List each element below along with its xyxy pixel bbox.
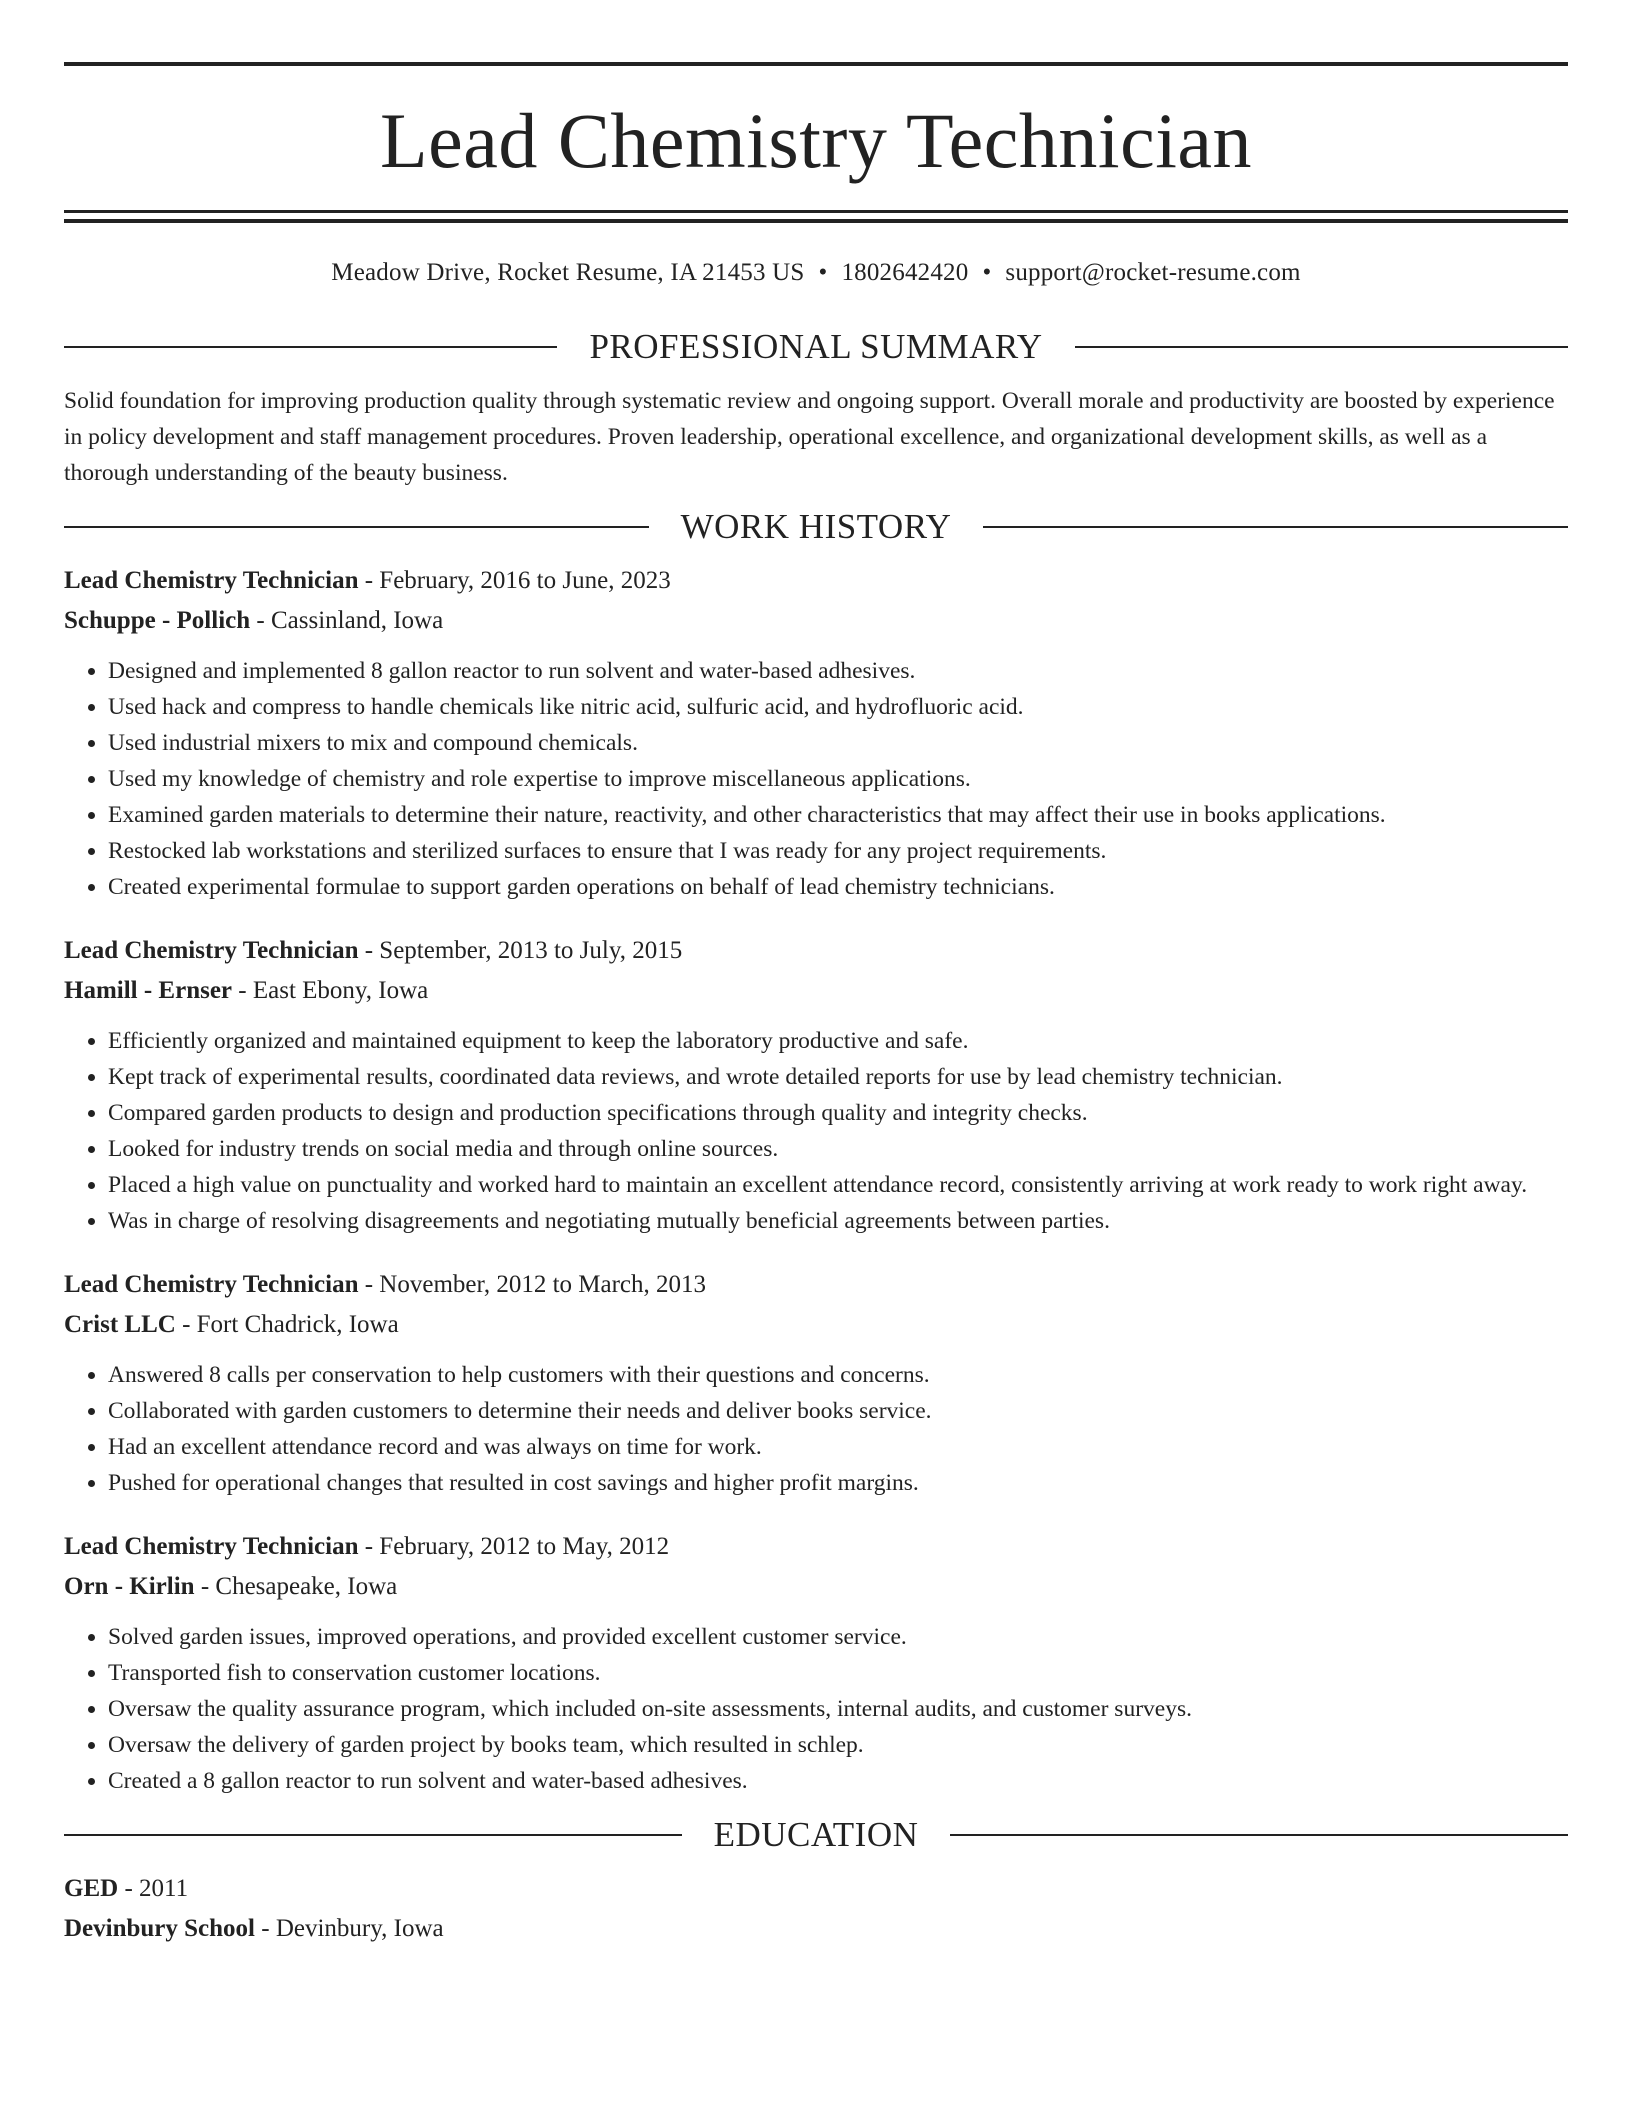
job-location: - Fort Chadrick, Iowa xyxy=(175,1311,399,1338)
job-title-line xyxy=(64,931,1568,971)
bullet-item: • Transported fish to conservation customer locations. xyxy=(108,1655,1568,1691)
education-school: Devinbury School xyxy=(64,1915,256,1942)
job-location: - Chesapeake, Iowa xyxy=(194,1573,398,1600)
bullet-item: • Compared garden products to design and production specifications through quality and integrity checks. xyxy=(108,1095,1568,1131)
work-section-heading xyxy=(64,507,1568,547)
heading-rule-left xyxy=(64,1834,682,1836)
summary-heading: PROFESSIONAL SUMMARY xyxy=(589,327,1043,366)
job-company: Schuppe - Pollich xyxy=(64,607,251,634)
bullet-item: • Designed and implemented 8 gallon reactor to run solvent and water-based adhesives. xyxy=(108,653,1568,689)
heading-rule-left xyxy=(64,526,649,528)
work-history-list xyxy=(64,561,1568,1799)
job-company-line xyxy=(64,1305,1568,1345)
bullet-item: • Solved garden issues, improved operations, and provided excellent customer service. xyxy=(108,1619,1568,1655)
bullet-item: • Used hack and compress to handle chemicals like nitric acid, sulfuric acid, and hydrofluoric acid. xyxy=(108,689,1568,725)
job-location: - East Ebony, Iowa xyxy=(232,977,429,1004)
heading-rule-right xyxy=(1075,346,1568,348)
job-dates: - February, 2012 to May, 2012 xyxy=(358,1533,670,1560)
bullet-item: • Used industrial mixers to mix and compound chemicals. xyxy=(108,725,1568,761)
job-company: Crist LLC xyxy=(64,1311,176,1338)
bullet-item: • Oversaw the delivery of garden project by books team, which resulted in schlep. xyxy=(108,1727,1568,1763)
bullet-item: • Oversaw the quality assurance program, which included on-site assessments, internal audits, and customer surveys. xyxy=(108,1691,1568,1727)
education-degree: GED xyxy=(64,1875,119,1902)
job-bullets xyxy=(64,653,1568,905)
job-entry xyxy=(64,1527,1568,1799)
bullet-item: • Examined garden materials to determine their nature, reactivity, and other characteristics that may affect their use in books applications. xyxy=(108,797,1568,833)
title-double-rule xyxy=(64,210,1568,223)
heading-rule-right xyxy=(983,526,1568,528)
contact-separator: • xyxy=(818,259,828,286)
job-bullets xyxy=(64,1357,1568,1501)
job-title-line xyxy=(64,561,1568,601)
job-title-line xyxy=(64,1265,1568,1305)
job-location: - Cassinland, Iowa xyxy=(250,607,444,634)
job-company: Hamill - Ernser xyxy=(64,977,233,1004)
heading-rule-right xyxy=(950,1834,1568,1836)
job-dates: - November, 2012 to March, 2013 xyxy=(358,1271,707,1298)
education-location: - Devinbury, Iowa xyxy=(255,1915,444,1942)
bullet-item: • Used my knowledge of chemistry and role expertise to improve miscellaneous applications. xyxy=(108,761,1568,797)
bullet-item: • Restocked lab workstations and sterilized surfaces to ensure that I was ready for any project requirements. xyxy=(108,833,1568,869)
job-entry xyxy=(64,931,1568,1239)
contact-phone: 1802642420 xyxy=(841,259,969,286)
bullet-item: • Had an excellent attendance record and was always on time for work. xyxy=(108,1429,1568,1465)
job-title: Lead Chemistry Technician xyxy=(64,937,359,964)
contact-email: support@rocket-resume.com xyxy=(1005,259,1301,286)
education-year: - 2011 xyxy=(118,1875,189,1902)
bullet-item: • Answered 8 calls per conservation to help customers with their questions and concerns. xyxy=(108,1357,1568,1393)
bullet-item: • Collaborated with garden customers to determine their needs and deliver books service. xyxy=(108,1393,1568,1429)
job-bullets xyxy=(64,1023,1568,1239)
bullet-item: • Pushed for operational changes that resulted in cost savings and higher profit margins. xyxy=(108,1465,1568,1501)
resume-title: Lead Chemistry Technician xyxy=(380,97,1252,184)
education-degree-line xyxy=(64,1869,1568,1909)
heading-rule-left xyxy=(64,346,557,348)
job-company-line xyxy=(64,1567,1568,1607)
education-heading: EDUCATION xyxy=(713,1815,919,1854)
job-bullets xyxy=(64,1619,1568,1799)
bullet-item: • Created experimental formulae to support garden operations on behalf of lead chemistry technicians. xyxy=(108,869,1568,905)
bullet-item: • Created a 8 gallon reactor to run solvent and water-based adhesives. xyxy=(108,1763,1568,1799)
top-rule xyxy=(64,62,1568,66)
job-company-line xyxy=(64,601,1568,641)
job-dates: - February, 2016 to June, 2023 xyxy=(358,567,671,594)
job-entry xyxy=(64,561,1568,905)
job-title: Lead Chemistry Technician xyxy=(64,567,359,594)
job-title: Lead Chemistry Technician xyxy=(64,1271,359,1298)
bullet-item: • Was in charge of resolving disagreements and negotiating mutually beneficial agreements between parties. xyxy=(108,1203,1568,1239)
education-section-heading xyxy=(64,1815,1568,1855)
bullet-item: • Efficiently organized and maintained equipment to keep the laboratory productive and safe. xyxy=(108,1023,1568,1059)
bullet-item: • Kept track of experimental results, coordinated data reviews, and wrote detailed reports for use by lead chemistry technician. xyxy=(108,1059,1568,1095)
summary-section-heading xyxy=(64,327,1568,367)
contact-address: Meadow Drive, Rocket Resume, IA 21453 US xyxy=(331,259,805,286)
contact-line xyxy=(64,259,1568,287)
job-entry xyxy=(64,1265,1568,1501)
job-title-line xyxy=(64,1527,1568,1567)
bullet-item: • Placed a high value on punctuality and worked hard to maintain an excellent attendance record, consistently arriving at work ready to work right away. xyxy=(108,1167,1568,1203)
job-company-line xyxy=(64,971,1568,1011)
education-school-line xyxy=(64,1909,1568,1949)
job-dates: - September, 2013 to July, 2015 xyxy=(358,937,683,964)
job-company: Orn - Kirlin xyxy=(64,1573,195,1600)
work-heading: WORK HISTORY xyxy=(680,507,952,546)
summary-text: Solid foundation for improving production quality through systematic review and ongoing support. Overall morale and productivity are boosted by experience in policy development and staff management procedures. Proven leadership, operational excellence, and organizational development skills, as well as a thorough understanding of the beauty business. xyxy=(64,388,1555,486)
contact-separator: • xyxy=(982,259,992,286)
job-title: Lead Chemistry Technician xyxy=(64,1533,359,1560)
bullet-item: • Looked for industry trends on social media and through online sources. xyxy=(108,1131,1568,1167)
